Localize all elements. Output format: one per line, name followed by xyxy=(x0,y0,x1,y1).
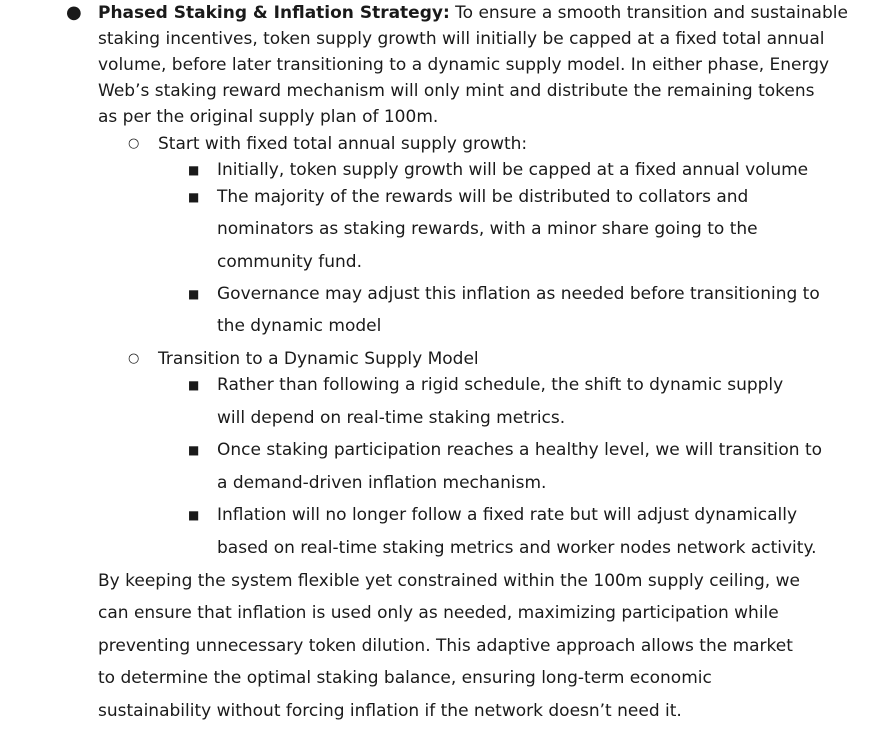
main-bullet-line-4: Web’s staking reward mechanism will only mint and distribute the remaining tokens xyxy=(98,81,815,101)
phase-one-item-3-line-1: Governance may adjust this inflation as needed before transitioning to xyxy=(217,284,820,304)
phase-two-item-1-marker: ■ xyxy=(188,378,200,392)
conclusion-line-4: to determine the optimal staking balance, ensuring long-term economic xyxy=(98,668,712,688)
conclusion-line-3: preventing unnecessary token dilution. This adaptive approach allows the market xyxy=(98,636,793,656)
phase-one-marker: ○ xyxy=(128,136,140,151)
main-bullet-marker: ● xyxy=(66,2,82,23)
conclusion-line-5: sustainability without forcing inflation if the network doesn’t need it. xyxy=(98,701,682,721)
conclusion-line-2: can ensure that inflation is used only as needed, maximizing participation while xyxy=(98,603,779,623)
phase-one-item-2-line-2: nominators as staking rewards, with a minor share going to the xyxy=(217,219,758,239)
main-bullet-line-2: staking incentives, token supply growth will initially be capped at a fixed total annual xyxy=(98,29,825,49)
phase-one-item-1-line-1: Initially, token supply growth will be capped at a fixed annual volume xyxy=(217,160,809,180)
phase-one-item-2-marker: ■ xyxy=(188,190,200,204)
phase-two-item-3-line-2: based on real-time staking metrics and worker nodes network activity. xyxy=(217,538,817,558)
main-bullet-line-1 xyxy=(98,0,848,26)
phase-one-item-2-line-3: community fund. xyxy=(217,252,362,272)
main-bullet-line-5: as per the original supply plan of 100m. xyxy=(98,107,439,127)
phase-two-item-2-line-1: Once staking participation reaches a healthy level, we will transition to xyxy=(217,440,823,460)
phase-one-item-1-marker: ■ xyxy=(188,163,200,177)
conclusion-line-1: By keeping the system flexible yet constrained within the 100m supply ceiling, we xyxy=(98,571,800,591)
phase-two-item-1-line-2: will depend on real-time staking metrics. xyxy=(217,408,566,428)
phase-two-item-2-marker: ■ xyxy=(188,443,200,457)
main-bullet-text: To ensure a smooth transition and sustainable xyxy=(449,3,848,23)
phase-two-item-3-marker: ■ xyxy=(188,508,200,522)
phase-two-item-3-line-1: Inflation will no longer follow a fixed rate but will adjust dynamically xyxy=(217,505,798,525)
phase-two-marker: ○ xyxy=(128,351,140,366)
main-bullet-heading: Phased Staking & Inflation Strategy: xyxy=(98,3,450,23)
phase-two-title: Transition to a Dynamic Supply Model xyxy=(158,349,479,369)
main-bullet-line-3: volume, before later transitioning to a dynamic supply model. In either phase, Energy xyxy=(98,55,830,75)
phase-two-item-2-line-2: a demand-driven inflation mechanism. xyxy=(217,473,547,493)
phase-one-item-3-line-2: the dynamic model xyxy=(217,316,382,336)
phase-one-item-3-marker: ■ xyxy=(188,287,200,301)
phase-one-title: Start with fixed total annual supply growth: xyxy=(158,134,528,154)
phase-two-item-1-line-1: Rather than following a rigid schedule, the shift to dynamic supply xyxy=(217,375,784,395)
phase-one-item-2-line-1: The majority of the rewards will be distributed to collators and xyxy=(217,187,749,207)
